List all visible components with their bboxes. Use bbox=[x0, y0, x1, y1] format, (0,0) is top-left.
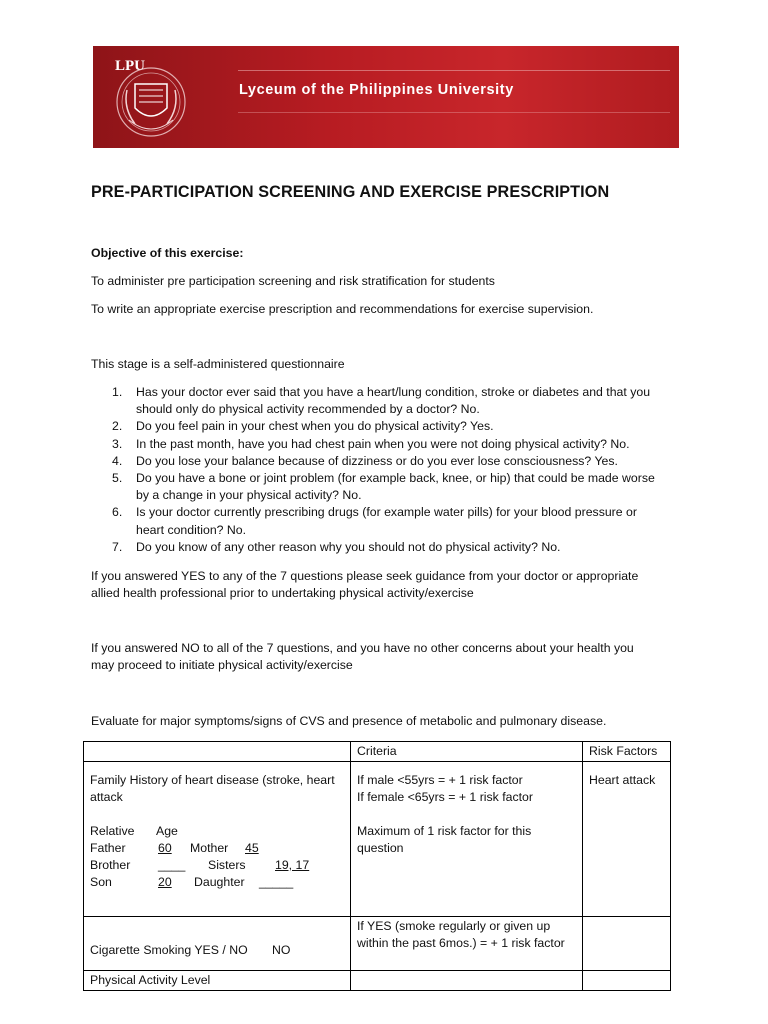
smoking-cell: Cigarette Smoking YES / NO NO bbox=[84, 917, 351, 971]
evaluate-instruction: Evaluate for major symptoms/signs of CVS and presence of metabolic and pulmonary disease. bbox=[91, 714, 607, 728]
activity-risk-cell bbox=[583, 971, 671, 991]
family-history-cell: Family History of heart disease (stroke, heart attack Relative Age Father 60 Mother 45 Brother ____ Sisters 19, 17 Son 20 Daughter _____ bbox=[84, 762, 351, 917]
question-item: 5. Do you have a bone or joint problem (for example back, knee, or hip) that could be made worse by a change in your physical activity? No. bbox=[112, 471, 655, 503]
university-name: Lyceum of the Philippines University bbox=[239, 82, 514, 98]
question-item: 1. Has your doctor ever said that you have a heart/lung condition, stroke or diabetes and that you should only do physical activity recommended by a doctor? No. bbox=[112, 385, 651, 417]
relative-row-brother: Brother ____ Sisters 19, 17 bbox=[90, 858, 310, 872]
lpu-seal-logo bbox=[101, 50, 193, 144]
banner-top-rule bbox=[238, 70, 670, 71]
family-risk-cell: Heart attack bbox=[583, 762, 671, 917]
activity-cell: Physical Activity Level bbox=[84, 971, 351, 991]
objective-heading: Objective of this exercise: bbox=[91, 246, 244, 260]
yes-guidance-note: If you answered YES to any of the 7 questions please seek guidance from your doctor or appropriate allied health professional prior to undertaking physical activity/exercise bbox=[91, 569, 639, 600]
page-title: PRE-PARTICIPATION SCREENING AND EXERCISE PRESCRIPTION bbox=[91, 183, 610, 201]
table-row bbox=[84, 971, 671, 991]
relative-header: Relative Age bbox=[90, 824, 178, 838]
objective-item: To write an appropriate exercise prescription and recommendations for exercise supervision. bbox=[91, 302, 594, 316]
no-guidance-note: If you answered NO to all of the 7 questions, and you have no other concerns about your health you may proceed to initiate physical activity/exercise bbox=[91, 641, 634, 672]
table-header-cell: Criteria bbox=[351, 742, 583, 762]
svg-text:LPU: LPU bbox=[115, 58, 145, 74]
family-criteria-cell: If male <55yrs = + 1 risk factor If female <65yrs = + 1 risk factor Maximum of 1 risk factor for this question bbox=[351, 762, 583, 917]
objective-item: To administer pre participation screening and risk stratification for students bbox=[91, 274, 495, 288]
relative-row-father: Father 60 Mother 45 bbox=[90, 841, 259, 855]
table-row bbox=[84, 762, 671, 917]
question-item: 3. In the past month, have you had chest pain when you were not doing physical activity? No. bbox=[112, 436, 630, 451]
university-banner bbox=[93, 46, 679, 148]
smoking-risk-cell bbox=[583, 917, 671, 971]
relative-row-son: Son 20 Daughter _____ bbox=[90, 875, 294, 889]
banner-bottom-rule bbox=[238, 112, 670, 113]
table-row bbox=[84, 917, 671, 971]
question-item: 7. Do you know of any other reason why you should not do physical activity? No. bbox=[112, 539, 561, 554]
smoking-criteria-cell: If YES (smoke regularly or given up within the past 6mos.) = + 1 risk factor bbox=[351, 917, 583, 971]
table-header-cell: Risk Factors bbox=[583, 742, 671, 762]
stage-intro: This stage is a self-administered questionnaire bbox=[91, 357, 345, 371]
question-item: 2. Do you feel pain in your chest when you do physical activity? Yes. bbox=[112, 419, 494, 434]
questionnaire-list bbox=[91, 384, 691, 556]
question-item: 4. Do you lose your balance because of dizziness or do you ever lose consciousness? Yes. bbox=[112, 453, 618, 468]
activity-criteria-cell bbox=[351, 971, 583, 991]
table-header-row bbox=[84, 742, 671, 762]
question-item: 6. Is your doctor currently prescribing drugs (for example water pills) for your blood pressure or heart condition? No. bbox=[112, 505, 637, 537]
risk-criteria-table bbox=[83, 741, 671, 991]
table-header-cell bbox=[84, 742, 351, 762]
